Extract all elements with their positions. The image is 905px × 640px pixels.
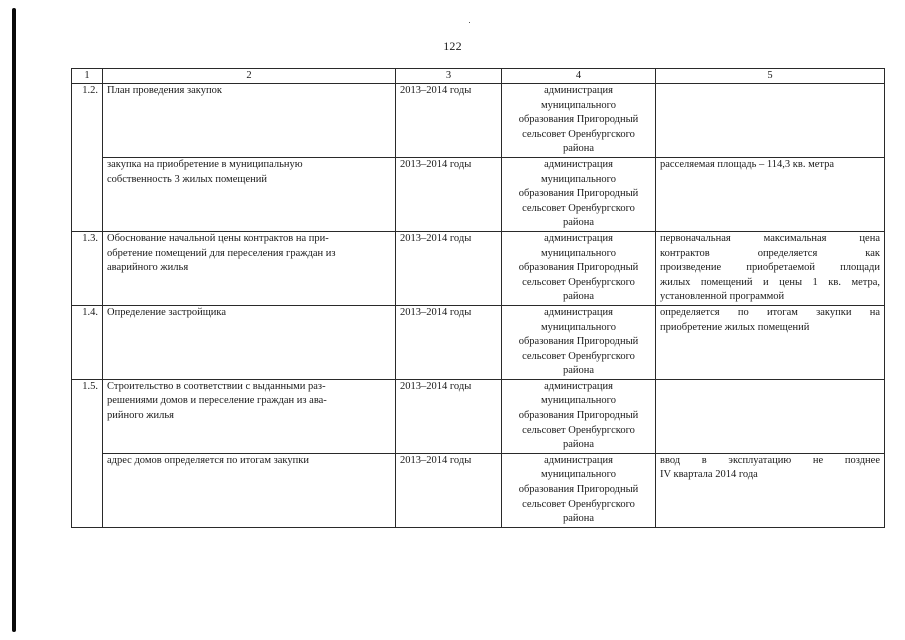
page-number: 122	[443, 39, 462, 53]
executor-line: района	[562, 365, 595, 377]
task-description	[103, 453, 396, 527]
executor-line: сельсовет Оренбургского	[522, 424, 635, 436]
executor-line: сельсовет Оренбургского	[522, 128, 635, 140]
row-number-1-3: 1.3.	[72, 231, 103, 305]
note-cell	[656, 231, 885, 305]
description-line: обретение помещений для переселения граждан из	[107, 247, 336, 259]
executor-line: администрация	[544, 306, 613, 318]
executor-line: района	[562, 291, 595, 303]
executor-line: района	[562, 439, 595, 451]
executor-line: образования Пригородный	[518, 336, 639, 348]
executor-line: сельсовет Оренбургского	[522, 202, 635, 214]
table-row	[72, 305, 885, 379]
executor-line: администрация	[544, 232, 613, 244]
table-row	[72, 84, 885, 158]
note-line: приобретение жилых помещений	[660, 321, 810, 333]
period-cell: 2013–2014 годы	[396, 157, 502, 231]
row-number-1-2: 1.2.	[72, 84, 103, 232]
note-line: установленной программой	[660, 291, 785, 303]
header-col-3: 3	[396, 69, 502, 84]
plan-table	[71, 68, 885, 528]
executor-line: сельсовет Оренбургского	[522, 350, 635, 362]
header-row	[72, 69, 885, 84]
task-description: План проведения закупок	[103, 84, 396, 158]
description-line: Определение застройщика	[107, 306, 227, 318]
description-line: Обоснование начальной цены контрактов на при-	[107, 232, 329, 244]
table-row	[72, 231, 885, 305]
executor-line: администрация	[544, 454, 613, 466]
row-number-1-5: 1.5.	[72, 379, 103, 527]
executor-cell	[502, 84, 656, 158]
header-col-1: 1	[72, 69, 103, 84]
description-line: решениями домов и переселение граждан из ава-	[107, 395, 327, 407]
task-description	[103, 305, 396, 379]
executor-cell	[502, 305, 656, 379]
table-row	[72, 157, 885, 231]
executor-line: сельсовет Оренбургского	[522, 276, 635, 288]
executor-line: образования Пригородный	[518, 484, 639, 496]
executor-line: района	[562, 143, 595, 155]
task-description	[103, 157, 396, 231]
description-line: собственность 3 жилых помещений	[107, 173, 267, 185]
note-line: ввод в эксплуатацию не позднее	[660, 454, 880, 466]
executor-line: муниципального	[541, 173, 616, 185]
row-number-1-4: 1.4.	[72, 305, 103, 379]
note-cell	[656, 157, 885, 231]
note-cell	[656, 305, 885, 379]
description-line: рийного жилья	[107, 410, 175, 422]
executor-line: образования Пригородный	[518, 410, 639, 422]
executor-line: муниципального	[541, 321, 616, 333]
table-row	[72, 379, 885, 453]
note-cell	[656, 453, 885, 527]
executor-line: образования Пригородный	[518, 114, 639, 126]
executor-line: администрация	[544, 380, 613, 392]
executor-line: администрация	[544, 158, 613, 170]
executor-cell	[502, 231, 656, 305]
executor-line: образования Пригородный	[518, 262, 639, 274]
header-col-5: 5	[656, 69, 885, 84]
note-line: первоначальная максимальная цена	[660, 232, 880, 244]
executor-line: муниципального	[541, 99, 616, 111]
note-line: IV квартала 2014 года	[660, 469, 758, 481]
period-cell: 2013–2014 годы	[396, 379, 502, 453]
scan-speck	[469, 22, 470, 23]
executor-cell	[502, 453, 656, 527]
description-line: аварийного жилья	[107, 262, 189, 274]
note-cell	[656, 379, 885, 453]
note-cell	[656, 84, 885, 158]
period-cell: 2013–2014 годы	[396, 231, 502, 305]
executor-line: муниципального	[541, 395, 616, 407]
description-line: закупка на приобретение в муниципальную	[107, 158, 303, 170]
note-line: контрактов определяется как	[660, 247, 880, 259]
table-row	[72, 453, 885, 527]
executor-line: муниципального	[541, 247, 616, 259]
task-description	[103, 379, 396, 453]
note-line: определяется по итогам закупки на	[660, 306, 880, 318]
executor-line: района	[562, 513, 595, 525]
period-cell: 2013–2014 годы	[396, 453, 502, 527]
note-line: произведение приобретаемой площади	[660, 262, 880, 274]
description-line: адрес домов определяется по итогам закупки	[107, 454, 309, 466]
task-description	[103, 231, 396, 305]
period-cell: 2013–2014 годы	[396, 84, 502, 158]
executor-line: муниципального	[541, 469, 616, 481]
executor-cell	[502, 157, 656, 231]
executor-line: сельсовет Оренбургского	[522, 498, 635, 510]
scan-edge-shadow	[12, 8, 16, 632]
note-line: расселяемая площадь – 114,3 кв. метра	[660, 158, 835, 170]
header-col-2: 2	[103, 69, 396, 84]
executor-line: администрация	[544, 85, 613, 96]
period-cell: 2013–2014 годы	[396, 305, 502, 379]
executor-line: образования Пригородный	[518, 188, 639, 200]
executor-line: района	[562, 217, 595, 229]
note-line: жилых помещений и цены 1 кв. метра,	[660, 276, 880, 288]
header-col-4: 4	[502, 69, 656, 84]
description-line: Строительство в соответствии с выданными раз-	[107, 380, 326, 392]
executor-cell	[502, 379, 656, 453]
